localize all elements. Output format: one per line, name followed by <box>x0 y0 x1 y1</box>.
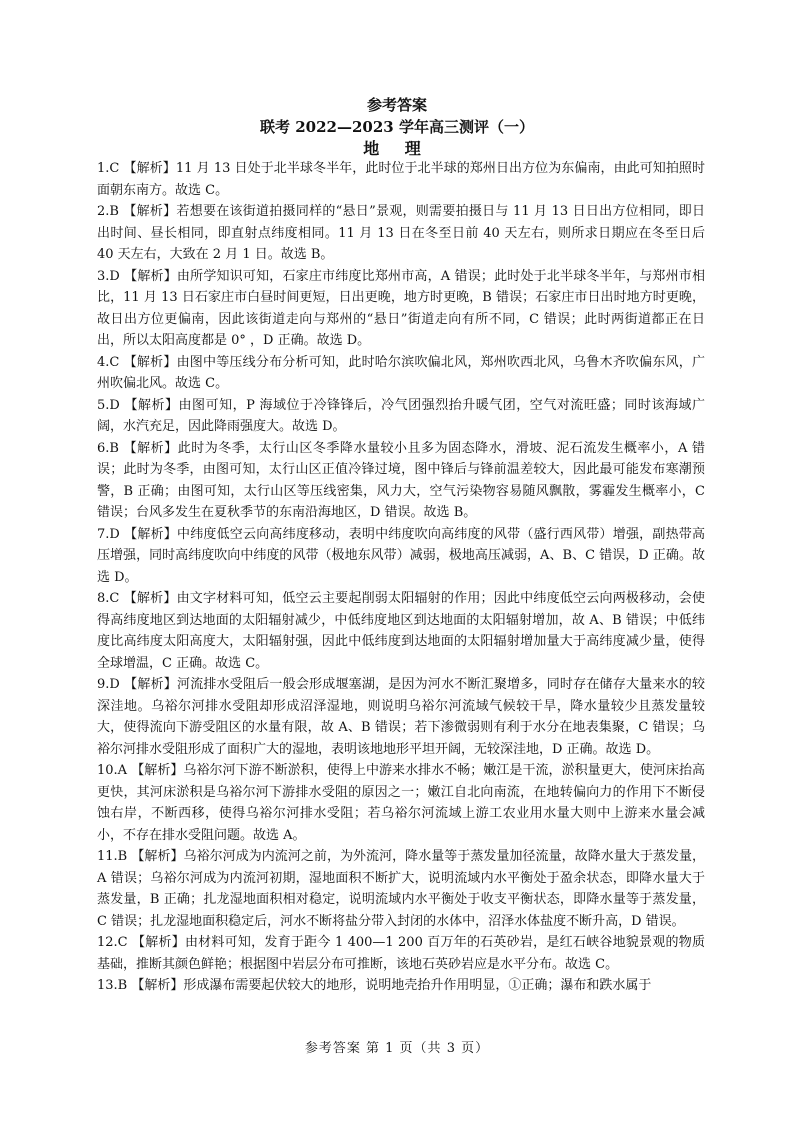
answer-item-1: 1.C 【解析】11 月 13 日处于北半球冬半年，此时位于北半球的郑州日出方位为东偏南，由此可知拍照时面朝东南方。故选 C。 <box>97 161 705 198</box>
page-header <box>0 94 794 160</box>
answer-item-4: 4.C 【解析】由图中等压线分布分析可知，此时哈尔滨吹偏北风，郑州吹西北风，乌鲁木齐吹偏东风，广州吹偏北风。故选 C。 <box>97 354 705 391</box>
answer-item-11: 11.B 【解析】乌裕尔河成为内流河之前，为外流河，降水量等于蒸发量加径流量，故降水量大于蒸发量，A 错误；乌裕尔河成为内流河初期，湿地面积不断扩大，说明流域内水平衡处于盈余状态，即降水量大于蒸发量，B 正确；扎龙湿地面积相对稳定，说明流域内水平衡处于收支平衡状态，即降水量等于蒸发量，C 错误；扎龙湿地面积稳定后，河水不断将盐分带入封闭的水体中，沼泽水体盐度不断升高，D 错误。 <box>97 849 705 929</box>
page-title: 参考答案 <box>366 96 427 114</box>
answer-item-10: 10.A 【解析】乌裕尔河下游不断淤积，使得上中游来水排水不畅；嫩江是干流，淤积量更大，使河床抬高更快，其河床淤积是乌裕尔河下游排水受阻的原因之一；嫩江自北向南流，在地转偏向力的作用下不断侵蚀右岸，不断西移，使得乌裕尔河排水受阻；若乌裕尔河流域上游工农业用水量大则中上游来水量会减小，不存在排水受阻问题。故选 A。 <box>97 763 705 843</box>
answer-item-7: 7.D 【解析】中纬度低空云向高纬度移动，表明中纬度吹向高纬度的风带（盛行西风带）增强，副热带高压增强，同时高纬度吹向中纬度的风带（极地东风带）减弱，极地高压减弱，A、B、C 错误，D 正确。故选 D。 <box>97 526 705 585</box>
answer-item-8: 8.C 【解析】由文字材料可知，低空云主要起削弱太阳辐射的作用；因此中纬度低空云向两极移动，会使得高纬度地区到达地面的太阳辐射减少，中低纬度地区到达地面的太阳辐射增加，故 A、B 错误；中低纬度比高纬度太阳高度大，太阳辐射强，因此中低纬度到达地面的太阳辐射增加量大于高纬度减少量，使得全球增温，C 正确。故选 C。 <box>97 591 705 671</box>
answer-item-2: 2.B 【解析】若想要在该街道拍摄同样的“悬日”景观，则需要拍摄日与 11 月 13 日日出方位相同，即日出时间、昼长相同，即直射点纬度相同。11 月 13 日在冬至日前 40 天左右，则所求日期应在冬至日后 40 天左右，大致在 2 月 1 日。故选 B。 <box>97 204 705 262</box>
answer-item-3: 3.D 【解析】由所学知识可知，石家庄市纬度比郑州市高，A 错误；此时处于北半球冬半年，与郑州市相比，11 月 13 日石家庄市白昼时间更短，日出更晚，地方时更晚，B 错误；石家庄市日出时地方时更晚，故日出方位更偏南，因此该街道走向与郑州的“悬日”街道走向有所不同，C 错误；此时两街道都正在日出，所以太阳高度都是 0° ，D 正确。故选 D。 <box>97 268 705 348</box>
answer-item-5: 5.D 【解析】由图可知，P 海域位于冷锋锋后，冷气团强烈抬升暖气团，空气对流旺盛；同时该海域广阔，水汽充足，因此降雨强度大。故选 D。 <box>97 397 705 434</box>
answer-item-6: 6.B 【解析】此时为冬季，太行山区冬季降水量较小且多为固态降水，滑坡、泥石流发生概率小，A 错误；此时为冬季，由图可知，太行山区正值冷锋过境，图中锋后与锋前温差较大，因此最可能发布寒潮预警，B 正确；由图可知，太行山区等压线密集，风力大，空气污染物容易随风飘散，雾霾发生概率小，C 错误；台风多发生在夏秋季节的东南沿海地区，D 错误。故选 B。 <box>97 440 705 520</box>
answer-list <box>97 158 705 997</box>
exam-subtitle: 联考 2022—2023 学年高三测评（一） <box>260 118 534 136</box>
answer-item-9: 9.D 【解析】河流排水受阻后一般会形成堰塞湖，是因为河水不断汇聚增多，同时存在储存大量来水的较深洼地。乌裕尔河排水受阻却形成沼泽湿地，则说明乌裕尔河流域气候较干旱，降水量较少且蒸发量较大，使得流向下游受阻区的水量有限，故 A、B 错误；若下渗微弱则有利于水分在地表集聚，C 错误；乌裕尔河排水受阻形成了面积广大的湿地，表明该地地形平坦开阔，无较深洼地，D 正确。故选 D。 <box>97 677 705 757</box>
answer-item-13: 13.B 【解析】形成瀑布需要起伏较大的地形，说明地壳抬升作用明显，①正确；瀑布和跌水属于 <box>97 978 652 993</box>
answer-item-12: 12.C 【解析】由材料可知，发育于距今 1 400—1 200 百万年的石英砂岩，是红石峡谷地貌景观的物质基础，推断其颜色鲜艳；根据图中岩层分布可推断，该地石英砂岩应是水平分布。故选 C。 <box>97 935 705 972</box>
subject-title: 地 理 <box>363 139 431 158</box>
page-footer: 参考答案 第 1 页（共 3 页） <box>304 1041 490 1056</box>
